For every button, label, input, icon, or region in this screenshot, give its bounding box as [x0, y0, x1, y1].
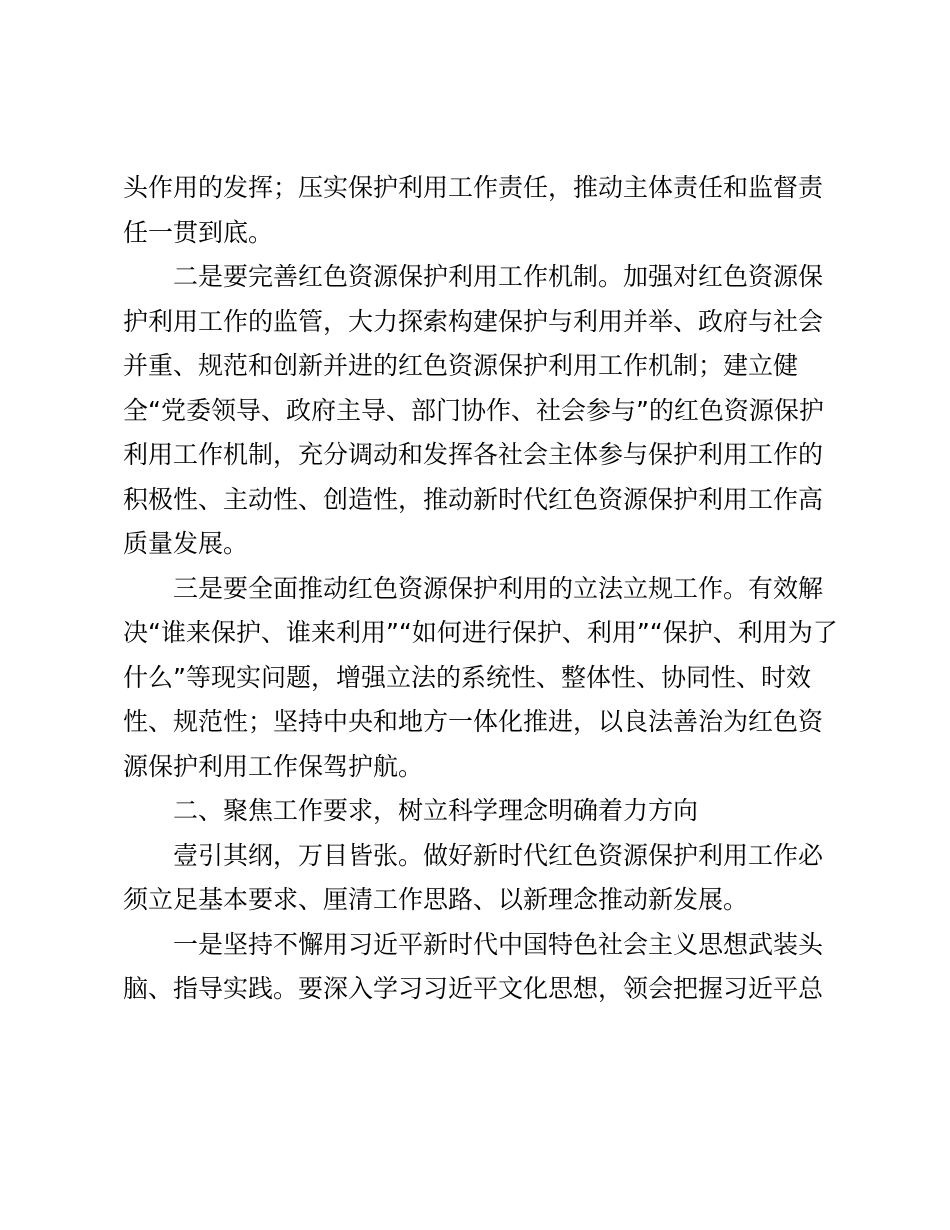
text-line: 质量发展。 [123, 529, 249, 558]
text-line: 护利用工作的监管，大力探索构建保护与利用并举、政府与社会 [123, 306, 824, 336]
text-line: 任一贯到底。 [123, 217, 274, 247]
text-line: 须立足基本要求、厘清工作思路、以新理念推动新发展。 [123, 885, 749, 914]
text-line: 并重、规范和创新并进的红色资源保护利用工作机制；建立健 [123, 351, 799, 380]
paragraph-start-line: 三是要全面推动红色资源保护利用的立法立规工作。有效解 [173, 573, 824, 603]
paragraph-start-line: 二是要完善红色资源保护利用工作机制。加强对红色资源保 [173, 262, 824, 291]
text-line: 决“谁来保护、谁来利用”“如何进行保护、利用”“保护、利用为了 [123, 618, 838, 647]
text-line: 全“党委领导、政府主导、部门协作、社会参与”的红色资源保护 [123, 395, 824, 425]
text-line: 源保护利用工作保驾护航。 [123, 751, 424, 781]
paragraph-start-line: 壹引其纲，万目皆张。做好新时代红色资源保护利用工作必 [173, 840, 824, 870]
text-line: 脑、指导实践。要深入学习习近平文化思想，领会把握习近平总 [123, 974, 824, 1003]
document-body [123, 166, 838, 1012]
text-line: 头作用的发挥；压实保护利用工作责任，推动主体责任和监督责 [123, 173, 824, 202]
paragraph-start-line: 一是坚持不懈用习近平新时代中国特色社会主义思想武装头 [173, 929, 824, 959]
text-line: 积极性、主动性、创造性，推动新时代红色资源保护利用工作高 [123, 484, 824, 514]
section-heading: 二、聚焦工作要求，树立科学理念明确着力方向 [173, 796, 699, 825]
text-line: 什么”等现实问题，增强立法的系统性、整体性、协同性、时效 [123, 662, 811, 692]
text-line: 利用工作机制，充分调动和发挥各社会主体参与保护利用工作的 [123, 440, 824, 469]
text-line: 性、规范性；坚持中央和地方一体化推进，以良法善治为红色资 [123, 707, 824, 736]
